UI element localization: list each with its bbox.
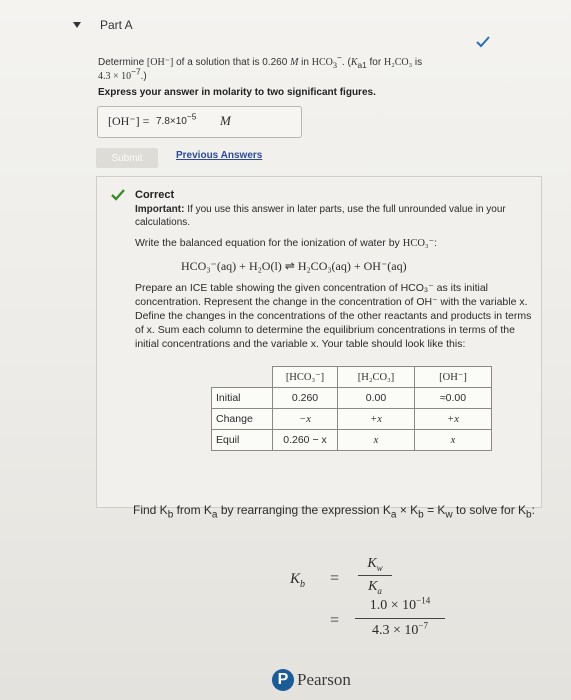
- write-equation-prompt: Write the balanced equation for the ionization of water by HCO₃⁻:: [135, 237, 438, 249]
- equals-sign: =: [330, 612, 340, 629]
- pearson-branding: [272, 669, 351, 693]
- ice-instructions: Prepare an ICE table showing the given concentration of HCO₃⁻ as its initial concentration. Represent the change in the concentration of OH⁻ with the variable x. Define the changes in the concentrations of the other reactants and products in terms of x. Sum each column to determine the equilibrium concentrations in terms of the initial concentrations and the variable x. Your table should look like this:: [135, 282, 532, 350]
- pearson-wordmark: Pearson: [297, 670, 351, 689]
- question-text: Determine [OH⁻] of a solution that is 0.260 M in $HCO_3^-$. ($K_{a1}$ for H₂CO₃ is $4.3 \times 10^{-7}$.): [98, 52, 423, 82]
- ice-cell: 0.00: [338, 388, 415, 409]
- numeric-fraction: $1.0 \times 10^{-14}$ $4.3 \times 10^{-7}$: [355, 598, 445, 639]
- kb-lhs: $K_b$: [290, 571, 306, 590]
- find-kb-text: Find $K_b$ from $K_a$ by rearranging the expression $K_a \times K_b = K_w$ to solve for $K_b$:: [133, 503, 535, 521]
- ice-cell: x: [415, 430, 492, 451]
- oh-concentration: [OH⁻]: [146, 57, 174, 68]
- important-note: Important: If you use this answer in later parts, use the full unrounded value in your calculations.: [135, 204, 506, 228]
- completed-check-icon: [476, 36, 490, 48]
- ice-row-label: Initial: [212, 388, 273, 409]
- ionization-equation: HCO₃⁻(aq) + H₂O(l) ⇌ H₂CO₃(aq) + OH⁻(aq): [181, 259, 407, 273]
- collapse-triangle-icon[interactable]: [72, 20, 82, 30]
- ice-cell: −x: [273, 409, 338, 430]
- ice-row-change: [212, 409, 492, 430]
- ice-header-row: [212, 367, 492, 388]
- equals-sign: =: [330, 570, 340, 587]
- ice-row-label: Change: [212, 409, 273, 430]
- answer-value: $7.8\times 10^{-5}$: [156, 111, 197, 127]
- ice-header: [HCO₃⁻]: [273, 367, 338, 388]
- answer-unit: M: [220, 113, 231, 128]
- answer-field[interactable]: [97, 106, 302, 138]
- answer-instruction: Express your answer in molarity to two significant figures.: [98, 87, 376, 98]
- ice-cell: +x: [338, 409, 415, 430]
- ice-cell: ≈0.00: [415, 388, 492, 409]
- pearson-logo-icon: P: [272, 669, 294, 691]
- ice-cell: +x: [415, 409, 492, 430]
- ice-row-label: Equil: [212, 430, 273, 451]
- ice-header: [OH⁻]: [415, 367, 492, 388]
- ice-row-initial: [212, 388, 492, 409]
- ice-row-equil: [212, 430, 492, 451]
- feedback-panel: [96, 176, 542, 508]
- ice-cell: x: [338, 430, 415, 451]
- part-title[interactable]: Part A: [100, 18, 133, 32]
- previous-answers-link[interactable]: Previous Answers: [176, 150, 263, 161]
- submit-button[interactable]: Submit: [96, 148, 158, 168]
- answer-label: [OH⁻] =: [108, 114, 150, 128]
- kw-over-ka-fraction: $K_w$ $K_a$: [358, 556, 392, 595]
- ice-header: [H₂CO₃]: [338, 367, 415, 388]
- ice-cell: 0.260: [273, 388, 338, 409]
- ice-cell: 0.260 − x: [273, 430, 338, 451]
- ice-table: [211, 366, 492, 451]
- correct-check-icon: [111, 189, 125, 201]
- feedback-status: Correct: [135, 189, 175, 201]
